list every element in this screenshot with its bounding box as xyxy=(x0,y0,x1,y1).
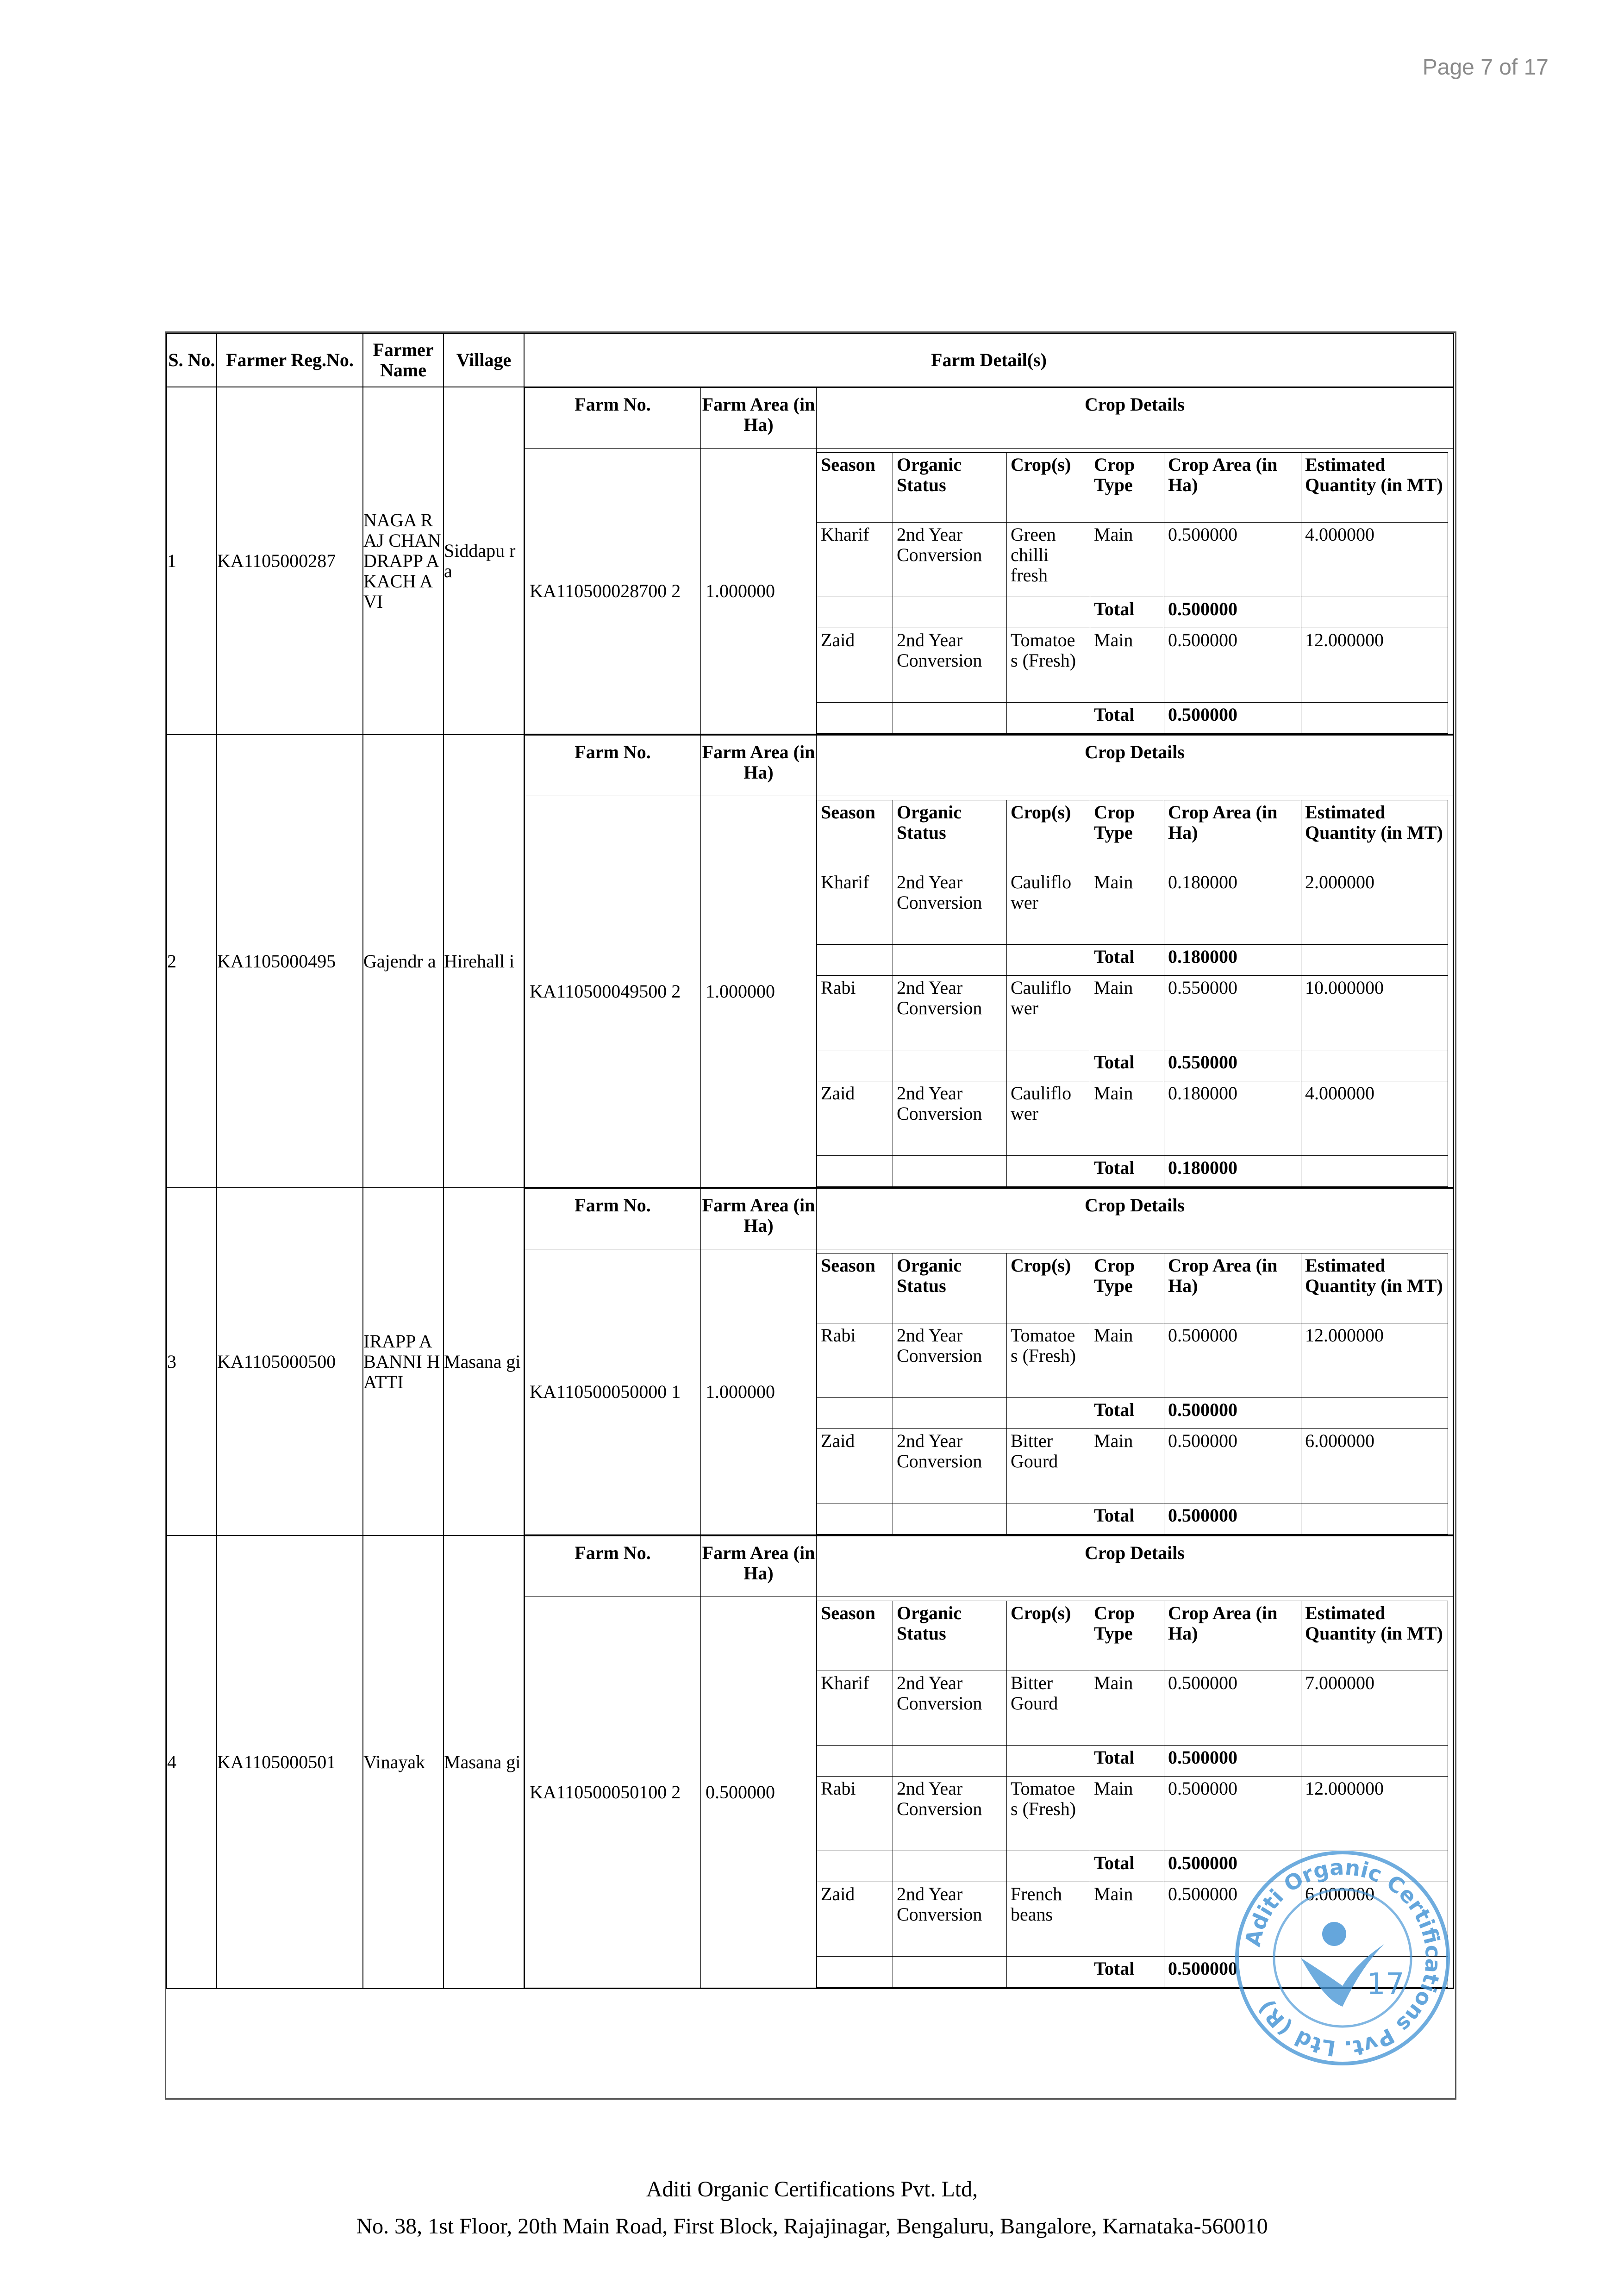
crop-cell: Cauliflo wer xyxy=(1007,870,1090,945)
estimated-qty-cell: 4.000000 xyxy=(1301,523,1448,597)
estimated-qty-cell: 12.000000 xyxy=(1301,1777,1448,1851)
crop-table xyxy=(817,452,1448,734)
crop-cell: Cauliflo wer xyxy=(1007,1081,1090,1156)
farmer-reg-cell: KA1105000500 xyxy=(217,1188,363,1535)
crop-details-header: Crop Details xyxy=(817,1189,1453,1249)
season-cell: Kharif xyxy=(817,1671,893,1746)
crop-total-row xyxy=(817,945,1448,976)
header-farmer-name: Farmer Name xyxy=(363,333,443,387)
organic-status-cell: 2nd Year Conversion xyxy=(893,1777,1007,1851)
total-label: Total xyxy=(1090,703,1164,734)
crop-type-cell: Main xyxy=(1090,1323,1164,1398)
crops-header: Crop(s) xyxy=(1007,1601,1090,1671)
estimated-qty-header: Estimated Quantity (in MT) xyxy=(1301,453,1448,523)
farm-area-header: Farm Area (in Ha) xyxy=(701,1189,817,1249)
crop-header-row xyxy=(817,800,1448,870)
farm-details-cell xyxy=(524,387,1454,735)
crop-cell: Cauliflo wer xyxy=(1007,976,1090,1050)
farm-no-cell: KA110500050100 2 xyxy=(525,1597,701,1988)
farmer-name-cell: IRAPP A BANNI HATTI xyxy=(363,1188,443,1535)
s-no-cell: 3 xyxy=(167,1188,217,1535)
crop-row xyxy=(817,976,1448,1050)
organic-status-cell: 2nd Year Conversion xyxy=(893,628,1007,703)
estimated-qty-cell: 6.000000 xyxy=(1301,1882,1448,1957)
crop-row xyxy=(817,523,1448,597)
crop-row xyxy=(817,1777,1448,1851)
crop-area-cell: 0.500000 xyxy=(1164,628,1301,703)
total-label: Total xyxy=(1090,597,1164,628)
organic-status-cell: 2nd Year Conversion xyxy=(893,870,1007,945)
total-area: 0.500000 xyxy=(1164,1398,1301,1429)
season-header: Season xyxy=(817,1601,893,1671)
crop-type-cell: Main xyxy=(1090,523,1164,597)
organic-status-cell: 2nd Year Conversion xyxy=(893,1671,1007,1746)
footer-address: No. 38, 1st Floor, 20th Main Road, First Block, Rajajinagar, Bengaluru, Bangalore, Karnataka-560010 xyxy=(356,2214,1268,2239)
crop-type-cell: Main xyxy=(1090,1882,1164,1957)
farm-no-cell: KA110500050000 1 xyxy=(525,1249,701,1535)
organic-status-cell: 2nd Year Conversion xyxy=(893,1882,1007,1957)
estimated-qty-cell: 10.000000 xyxy=(1301,976,1448,1050)
crop-total-row xyxy=(817,597,1448,628)
total-label: Total xyxy=(1090,1851,1164,1882)
crop-cell: French beans xyxy=(1007,1882,1090,1957)
crop-area-header: Crop Area (in Ha) xyxy=(1164,1601,1301,1671)
farm-detail-table xyxy=(525,735,1453,1187)
crop-cell: Tomatoe s (Fresh) xyxy=(1007,1777,1090,1851)
crop-area-cell: 0.180000 xyxy=(1164,870,1301,945)
farmer-reg-cell: KA1105000495 xyxy=(217,735,363,1188)
crop-area-cell: 0.500000 xyxy=(1164,1429,1301,1503)
farmer-reg-cell: KA1105000287 xyxy=(217,387,363,735)
crop-type-cell: Main xyxy=(1090,1777,1164,1851)
farm-no-header: Farm No. xyxy=(525,388,701,449)
farmer-row xyxy=(167,1188,1454,1535)
crops-header: Crop(s) xyxy=(1007,453,1090,523)
farm-area-cell: 0.500000 xyxy=(701,1597,817,1988)
village-cell: Masana gi xyxy=(443,1535,524,1989)
farm-area-cell: 1.000000 xyxy=(701,449,817,734)
total-label: Total xyxy=(1090,1746,1164,1777)
total-area: 0.550000 xyxy=(1164,1050,1301,1081)
total-area: 0.500000 xyxy=(1164,1851,1301,1882)
estimated-qty-header: Estimated Quantity (in MT) xyxy=(1301,1601,1448,1671)
table-header-row xyxy=(167,333,1454,387)
crop-area-cell: 0.550000 xyxy=(1164,976,1301,1050)
crop-header-row xyxy=(817,453,1448,523)
crop-type-header: Crop Type xyxy=(1090,1254,1164,1323)
crop-table xyxy=(817,1253,1448,1534)
farmer-row xyxy=(167,387,1454,735)
s-no-cell: 1 xyxy=(167,387,217,735)
farm-area-header: Farm Area (in Ha) xyxy=(701,388,817,449)
header-farm-details: Farm Detail(s) xyxy=(524,333,1454,387)
crop-row xyxy=(817,628,1448,703)
crop-cell: Bitter Gourd xyxy=(1007,1671,1090,1746)
farmer-name-cell: Gajendr a xyxy=(363,735,443,1188)
farm-detail-table xyxy=(525,1188,1453,1535)
total-label: Total xyxy=(1090,1503,1164,1534)
season-cell: Zaid xyxy=(817,1429,893,1503)
crop-details-cell xyxy=(817,1249,1453,1535)
crop-total-row xyxy=(817,1503,1448,1534)
certificate-table-frame xyxy=(165,331,1456,2100)
season-cell: Zaid xyxy=(817,1081,893,1156)
crop-type-cell: Main xyxy=(1090,870,1164,945)
total-label: Total xyxy=(1090,1050,1164,1081)
crop-total-row xyxy=(817,1050,1448,1081)
farm-detail-table xyxy=(525,387,1453,734)
farm-details-cell xyxy=(524,735,1454,1188)
crop-total-row xyxy=(817,1746,1448,1777)
farmer-name-cell: NAGA RAJ CHAN DRAPP A KACH AVI xyxy=(363,387,443,735)
s-no-cell: 4 xyxy=(167,1535,217,1989)
crop-total-row xyxy=(817,1398,1448,1429)
crop-header-row xyxy=(817,1601,1448,1671)
estimated-qty-header: Estimated Quantity (in MT) xyxy=(1301,1254,1448,1323)
estimated-qty-header: Estimated Quantity (in MT) xyxy=(1301,800,1448,870)
estimated-qty-cell: 12.000000 xyxy=(1301,628,1448,703)
total-label: Total xyxy=(1090,945,1164,976)
crop-type-cell: Main xyxy=(1090,1429,1164,1503)
crop-cell: Green chilli fresh xyxy=(1007,523,1090,597)
crop-details-cell xyxy=(817,449,1453,734)
crop-details-cell xyxy=(817,796,1453,1187)
organic-status-cell: 2nd Year Conversion xyxy=(893,1429,1007,1503)
farm-area-cell: 1.000000 xyxy=(701,1249,817,1535)
organic-certification-stamp xyxy=(1231,1847,1454,2069)
farmer-table xyxy=(166,333,1454,1989)
season-cell: Zaid xyxy=(817,1882,893,1957)
organic-status-cell: 2nd Year Conversion xyxy=(893,976,1007,1050)
organic-status-header: Organic Status xyxy=(893,1601,1007,1671)
crop-area-header: Crop Area (in Ha) xyxy=(1164,800,1301,870)
crop-area-header: Crop Area (in Ha) xyxy=(1164,453,1301,523)
crops-header: Crop(s) xyxy=(1007,800,1090,870)
stamp-number: 17 xyxy=(1367,1967,1405,2002)
farm-details-cell xyxy=(524,1188,1454,1535)
footer-company: Aditi Organic Certifications Pvt. Ltd, xyxy=(646,2177,978,2201)
season-cell: Rabi xyxy=(817,976,893,1050)
farmer-reg-cell: KA1105000501 xyxy=(217,1535,363,1989)
s-no-cell: 2 xyxy=(167,735,217,1188)
village-cell: Siddapu ra xyxy=(443,387,524,735)
organic-status-header: Organic Status xyxy=(893,800,1007,870)
farm-area-header: Farm Area (in Ha) xyxy=(701,1536,817,1597)
crop-area-cell: 0.500000 xyxy=(1164,1323,1301,1398)
total-area: 0.500000 xyxy=(1164,1503,1301,1534)
crop-type-cell: Main xyxy=(1090,1671,1164,1746)
total-area: 0.500000 xyxy=(1164,1957,1301,1988)
crop-area-cell: 0.500000 xyxy=(1164,1882,1301,1957)
header-farmer-reg: Farmer Reg.No. xyxy=(217,333,363,387)
crop-details-header: Crop Details xyxy=(817,1536,1453,1597)
crop-area-header: Crop Area (in Ha) xyxy=(1164,1254,1301,1323)
total-area: 0.180000 xyxy=(1164,1156,1301,1187)
crop-area-cell: 0.500000 xyxy=(1164,1671,1301,1746)
crop-type-cell: Main xyxy=(1090,1081,1164,1156)
header-s-no: S. No. xyxy=(167,333,217,387)
village-cell: Hirehall i xyxy=(443,735,524,1188)
crops-header: Crop(s) xyxy=(1007,1254,1090,1323)
organic-status-cell: 2nd Year Conversion xyxy=(893,1081,1007,1156)
farm-no-cell: KA110500049500 2 xyxy=(525,796,701,1187)
farm-no-cell: KA110500028700 2 xyxy=(525,449,701,734)
season-header: Season xyxy=(817,1254,893,1323)
crop-header-row xyxy=(817,1254,1448,1323)
crop-row xyxy=(817,1323,1448,1398)
crop-type-header: Crop Type xyxy=(1090,800,1164,870)
estimated-qty-cell: 2.000000 xyxy=(1301,870,1448,945)
crop-details-header: Crop Details xyxy=(817,388,1453,449)
crop-cell: Tomatoe s (Fresh) xyxy=(1007,1323,1090,1398)
organic-status-header: Organic Status xyxy=(893,453,1007,523)
estimated-qty-cell: 4.000000 xyxy=(1301,1081,1448,1156)
season-cell: Rabi xyxy=(817,1323,893,1398)
total-area: 0.500000 xyxy=(1164,597,1301,628)
crop-area-cell: 0.500000 xyxy=(1164,523,1301,597)
total-area: 0.500000 xyxy=(1164,1746,1301,1777)
season-cell: Rabi xyxy=(817,1777,893,1851)
season-header: Season xyxy=(817,453,893,523)
organic-status-header: Organic Status xyxy=(893,1254,1007,1323)
total-label: Total xyxy=(1090,1398,1164,1429)
crop-type-header: Crop Type xyxy=(1090,453,1164,523)
crop-area-cell: 0.500000 xyxy=(1164,1777,1301,1851)
crop-details-header: Crop Details xyxy=(817,736,1453,796)
village-cell: Masana gi xyxy=(443,1188,524,1535)
crop-table xyxy=(817,800,1448,1187)
crop-type-cell: Main xyxy=(1090,976,1164,1050)
total-area: 0.180000 xyxy=(1164,945,1301,976)
organic-status-cell: 2nd Year Conversion xyxy=(893,1323,1007,1398)
farm-no-header: Farm No. xyxy=(525,1536,701,1597)
crop-row xyxy=(817,1081,1448,1156)
season-cell: Kharif xyxy=(817,523,893,597)
crop-total-row xyxy=(817,1156,1448,1187)
total-label: Total xyxy=(1090,1156,1164,1187)
estimated-qty-cell: 7.000000 xyxy=(1301,1671,1448,1746)
page-number: Page 7 of 17 xyxy=(1422,55,1549,80)
farmer-name-cell: Vinayak xyxy=(363,1535,443,1989)
crop-row xyxy=(817,870,1448,945)
crop-area-cell: 0.180000 xyxy=(1164,1081,1301,1156)
crop-row xyxy=(817,1671,1448,1746)
crop-cell: Bitter Gourd xyxy=(1007,1429,1090,1503)
total-area: 0.500000 xyxy=(1164,703,1301,734)
crop-cell: Tomatoe s (Fresh) xyxy=(1007,628,1090,703)
farm-area-cell: 1.000000 xyxy=(701,796,817,1187)
farm-area-header: Farm Area (in Ha) xyxy=(701,736,817,796)
season-cell: Zaid xyxy=(817,628,893,703)
season-cell: Kharif xyxy=(817,870,893,945)
crop-row xyxy=(817,1429,1448,1503)
season-header: Season xyxy=(817,800,893,870)
stamp-text: Aditi Organic Certifications Pvt. Ltd (R) xyxy=(1240,1854,1446,2062)
farm-no-header: Farm No. xyxy=(525,1189,701,1249)
header-village: Village xyxy=(443,333,524,387)
farm-no-header: Farm No. xyxy=(525,736,701,796)
estimated-qty-cell: 6.000000 xyxy=(1301,1429,1448,1503)
estimated-qty-cell: 12.000000 xyxy=(1301,1323,1448,1398)
farmer-row xyxy=(167,735,1454,1188)
organic-status-cell: 2nd Year Conversion xyxy=(893,523,1007,597)
crop-type-cell: Main xyxy=(1090,628,1164,703)
crop-type-header: Crop Type xyxy=(1090,1601,1164,1671)
crop-total-row xyxy=(817,703,1448,734)
total-label: Total xyxy=(1090,1957,1164,1988)
